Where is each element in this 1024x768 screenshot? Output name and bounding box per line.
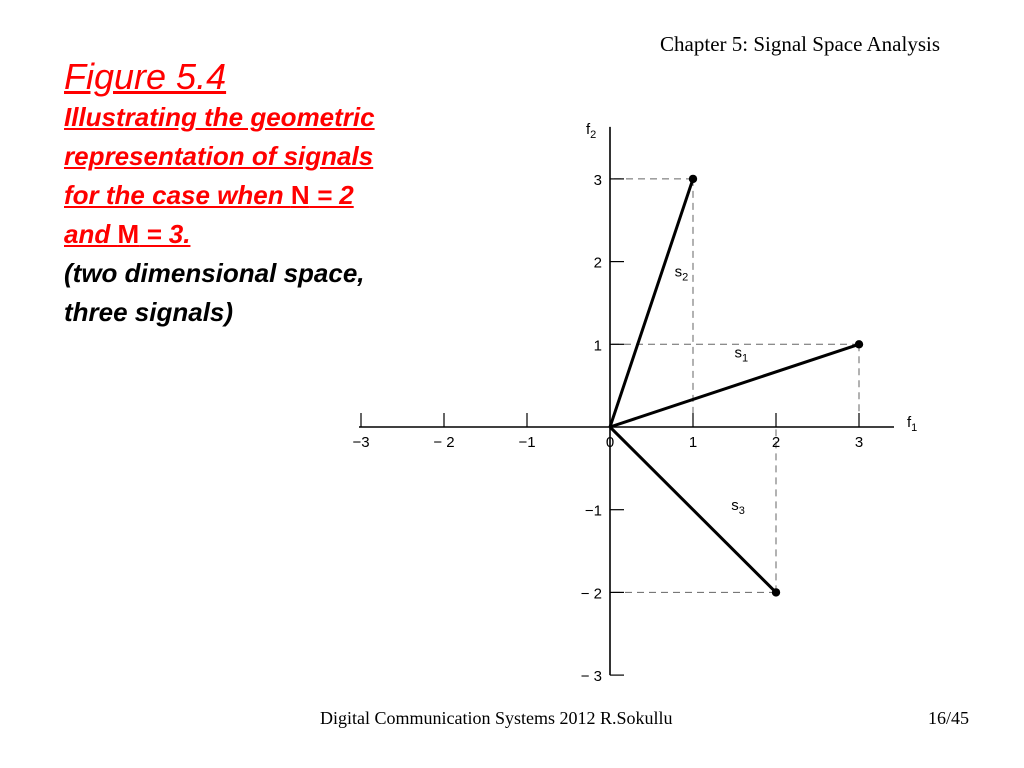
caption-line-2: representation of signals [64, 141, 374, 171]
x-tick-label: 2 [771, 434, 781, 451]
caption-line-3-suffix: = 2 [309, 180, 354, 210]
x-tick-label: − 2 [433, 434, 455, 451]
caption-line-3-prefix: for the case when [64, 180, 291, 210]
footer-credit: Digital Communication Systems 2012 R.Sokullu [320, 708, 673, 728]
y-tick-label: 2 [593, 254, 602, 272]
caption-line-4-prefix: and [64, 219, 118, 249]
x-tick-label: 3 [854, 434, 864, 451]
caption-line-1: Illustrating the geometric [64, 102, 375, 132]
signal-label: $s_2$ [674, 263, 689, 284]
x-tick-label: −3 [352, 434, 370, 451]
y-tick-label: −1 [584, 502, 602, 520]
note-line-1: (two dimensional space, [64, 258, 365, 288]
signal-vector [610, 427, 776, 592]
x-tick-label: 1 [688, 434, 698, 451]
caption-line-4-suffix: = 3. [139, 219, 191, 249]
y-tick-label: 1 [593, 337, 602, 355]
caption-var-m: M [117, 219, 140, 249]
signal-label: $s_3$ [731, 496, 745, 517]
signal-point [855, 340, 863, 348]
page-number: 16/45 [928, 708, 970, 728]
x-axis-label: $f_1$ [907, 414, 918, 434]
signal-label: $s_1$ [734, 344, 749, 365]
figure-title: Figure 5.4 [64, 56, 227, 97]
y-axis-label: $f_2$ [586, 120, 597, 141]
signal-point [689, 175, 697, 183]
note-line-2: three signals) [64, 297, 234, 327]
footer [0, 708, 1024, 732]
caption-var-n: N [290, 180, 310, 210]
signal-vector [610, 179, 693, 427]
x-tick-label: 0 [605, 434, 615, 451]
axis-labels [352, 121, 917, 685]
chapter-header: Chapter 5: Signal Space Analysis [660, 32, 940, 56]
signal-vectors [610, 175, 863, 597]
y-tick-label: 3 [593, 171, 602, 189]
y-tick-label: − 2 [580, 585, 602, 603]
signal-point [772, 588, 780, 596]
y-tick-label: − 3 [580, 668, 602, 686]
x-tick-label: −1 [518, 434, 536, 451]
